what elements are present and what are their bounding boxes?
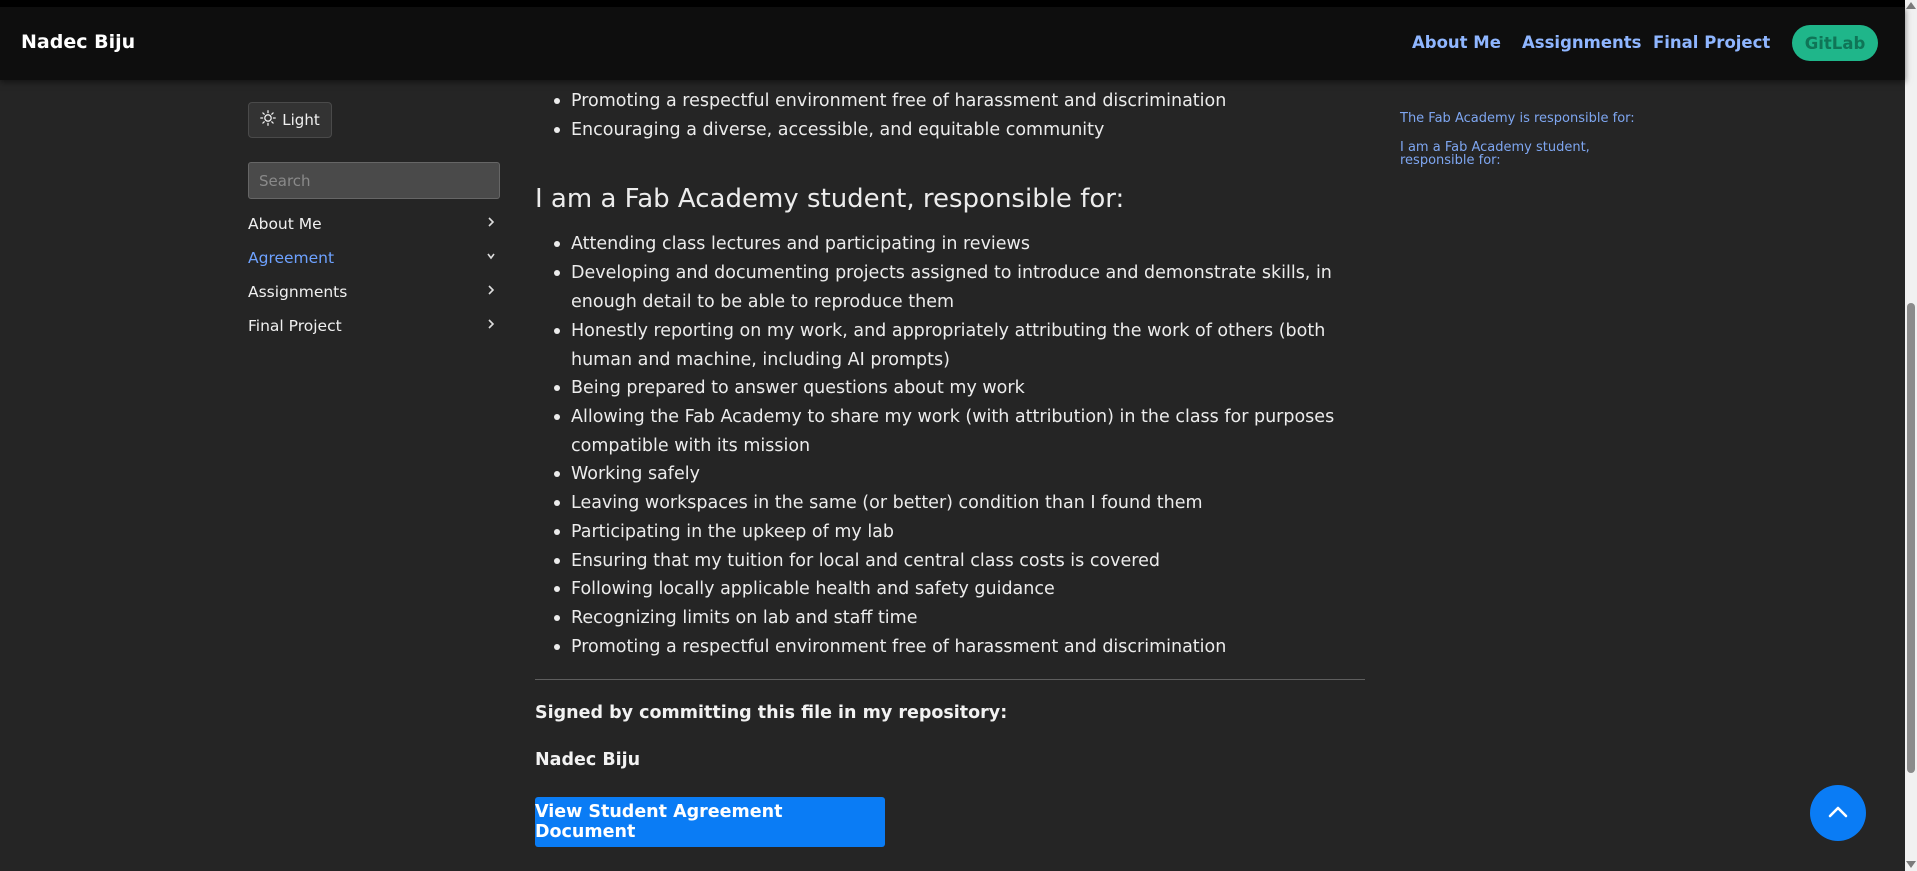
list-item: Participating in the upkeep of my lab bbox=[571, 518, 1371, 547]
scroll-down-arrow-icon[interactable] bbox=[1906, 861, 1916, 868]
scrollbar-thumb[interactable] bbox=[1907, 303, 1915, 773]
sidebar-item-label: Assignments bbox=[248, 283, 348, 301]
signed-statement: Signed by committing this file in my repository: bbox=[535, 703, 1008, 723]
view-agreement-document-button[interactable]: View Student Agreement Document bbox=[535, 797, 885, 847]
nav-link-assignments[interactable]: Assignments bbox=[1522, 33, 1642, 52]
window-top-border bbox=[0, 0, 1905, 7]
list-item: Honestly reporting on my work, and appropriately attributing the work of others (both human and machine, including AI prompts) bbox=[571, 317, 1361, 375]
sun-icon bbox=[260, 110, 276, 130]
section-divider bbox=[535, 679, 1365, 680]
toc-item[interactable]: The Fab Academy is responsible for: bbox=[1400, 111, 1635, 126]
chevron-down-icon bbox=[486, 250, 496, 266]
theme-toggle-button[interactable] bbox=[248, 102, 332, 138]
list-item: Following locally applicable health and safety guidance bbox=[571, 575, 1371, 604]
list-item: Leaving workspaces in the same (or better) condition than I found them bbox=[571, 489, 1371, 518]
top-navbar bbox=[0, 7, 1905, 80]
sidebar-item-agreement[interactable] bbox=[248, 247, 500, 271]
student-responsibilities-heading: I am a Fab Academy student, responsible for: bbox=[535, 184, 1125, 214]
list-item: Being prepared to answer questions about my work bbox=[571, 374, 1371, 403]
list-item: Recognizing limits on lab and staff time bbox=[571, 604, 1371, 633]
list-item: Ensuring that my tuition for local and central class costs is covered bbox=[571, 547, 1371, 576]
nav-link-about-me[interactable]: About Me bbox=[1412, 33, 1501, 52]
list-item: Attending class lectures and participating in reviews bbox=[571, 230, 1371, 259]
list-item: Working safely bbox=[571, 460, 1371, 489]
site-brand[interactable]: Nadec Biju bbox=[21, 31, 136, 53]
chevron-right-icon bbox=[486, 318, 496, 334]
nav-link-final-project[interactable]: Final Project bbox=[1653, 33, 1771, 52]
scroll-up-arrow-icon[interactable] bbox=[1906, 2, 1916, 9]
list-item: Promoting a respectful environment free of harassment and discrimination bbox=[571, 87, 1371, 116]
back-to-top-button[interactable] bbox=[1810, 785, 1866, 841]
chevron-up-icon bbox=[1827, 804, 1849, 823]
search-input[interactable] bbox=[248, 162, 500, 199]
list-item: Developing and documenting projects assigned to introduce and demonstrate skills, in enough detail to be able to reproduce them bbox=[571, 259, 1351, 317]
sidebar-item-label: About Me bbox=[248, 215, 322, 233]
sidebar-item-final-project[interactable] bbox=[248, 315, 500, 339]
chevron-right-icon bbox=[486, 216, 496, 232]
sidebar-item-label: Agreement bbox=[248, 249, 335, 267]
sidebar-item-label: Final Project bbox=[248, 317, 342, 335]
toc-item[interactable]: I am a Fab Academy student, responsible for: bbox=[1400, 140, 1590, 168]
sidebar-item-assignments[interactable] bbox=[248, 281, 500, 305]
signer-name: Nadec Biju bbox=[535, 750, 641, 770]
list-item: Promoting a respectful environment free of harassment and discrimination bbox=[571, 633, 1371, 662]
gitlab-button[interactable]: GitLab bbox=[1792, 25, 1878, 61]
list-item: Encouraging a diverse, accessible, and equitable community bbox=[571, 116, 1371, 145]
sidebar-item-about-me[interactable] bbox=[248, 213, 500, 237]
chevron-right-icon bbox=[486, 284, 496, 300]
list-item: Allowing the Fab Academy to share my work (with attribution) in the class for purposes compatible with its mission bbox=[571, 403, 1361, 461]
theme-label: Light bbox=[282, 111, 320, 129]
